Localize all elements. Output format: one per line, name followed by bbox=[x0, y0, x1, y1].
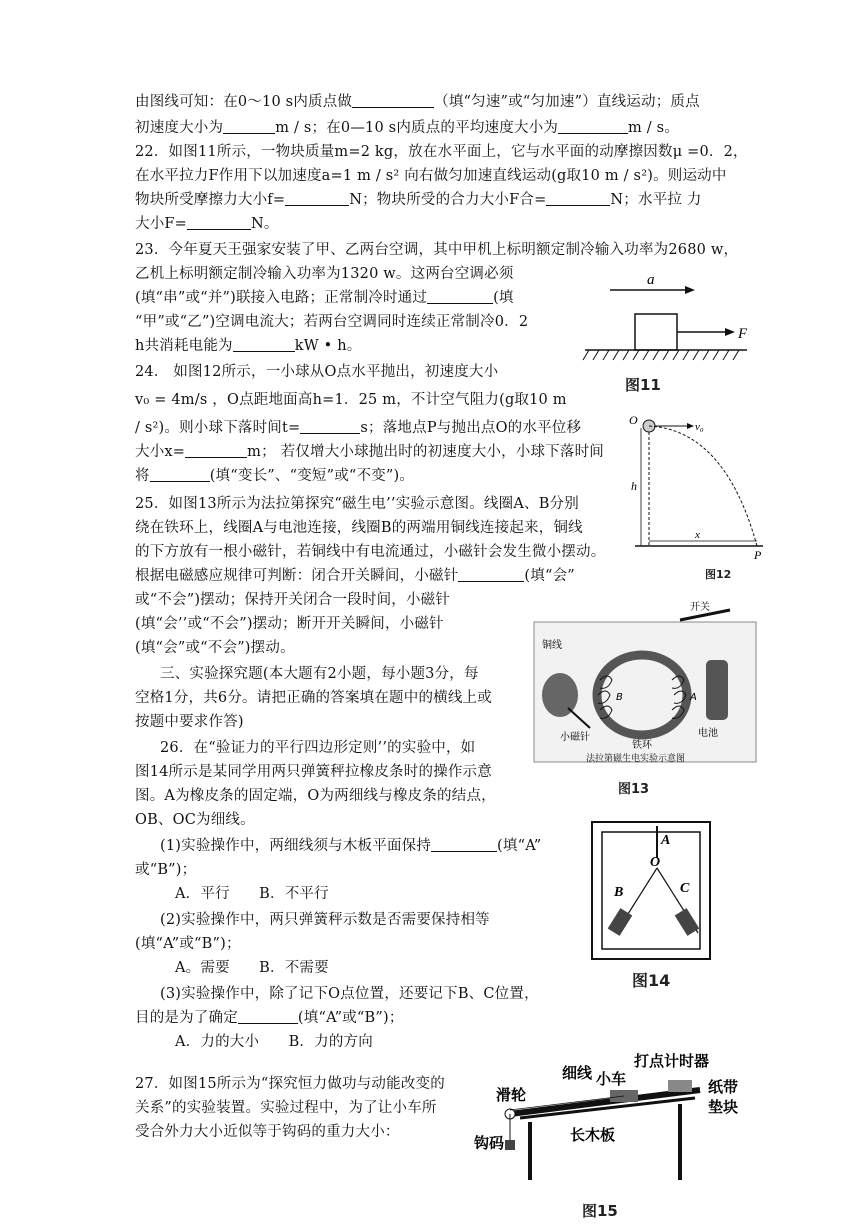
text-line bbox=[135, 1122, 400, 1142]
figure-11 bbox=[575, 262, 757, 398]
fig14-label-B: B bbox=[614, 885, 624, 900]
answer-blank[interactable] bbox=[233, 337, 295, 352]
text-line bbox=[135, 390, 567, 410]
text-line bbox=[135, 590, 450, 610]
text-line bbox=[135, 264, 514, 284]
text-segment: 25．如图13所示为法拉第探究“磁生电’’实验示意图。线圈A、B分别 bbox=[135, 496, 579, 512]
figure-14-diagram bbox=[588, 818, 718, 963]
answer-blank[interactable] bbox=[300, 419, 360, 434]
text-line bbox=[135, 494, 579, 514]
fig12-label-x: x bbox=[695, 529, 700, 541]
answer-blank[interactable] bbox=[427, 289, 493, 304]
text-segment: (填 bbox=[493, 290, 514, 306]
text-line bbox=[175, 1032, 373, 1052]
text-segment: / s²)。则小球下落时间t= bbox=[135, 420, 301, 436]
text-line bbox=[135, 466, 414, 486]
fig13-label-battery: 电池 bbox=[698, 728, 718, 739]
text-segment: (2)实验操作中，两只弹簧秤示数是否需要保持相等 bbox=[160, 912, 490, 928]
text-segment: 物块所受摩擦力大小f= bbox=[135, 192, 286, 208]
text-line bbox=[135, 418, 581, 438]
fig12-label-h: h bbox=[631, 479, 637, 493]
text-segment: 由图线可知：在0～10 s内质点做 bbox=[135, 94, 353, 110]
text-line bbox=[135, 142, 748, 162]
text-segment: 在水平拉力F作用下以加速度a=1 m / s² 向右做匀加速直线运动(g取10 m / s²)。则运动中 bbox=[135, 168, 727, 184]
text-segment: 图。A为橡皮条的固定端，O为两细线与橡皮条的结点， bbox=[135, 788, 496, 804]
fig14-label-O: O bbox=[650, 855, 661, 870]
text-line bbox=[135, 860, 196, 880]
text-segment: 将 bbox=[135, 468, 150, 484]
text-line bbox=[135, 1074, 445, 1094]
fig13-label-ring: 铁环 bbox=[632, 740, 652, 751]
text-segment: 24． 如图12所示，一小球从O点水平抛出，初速度大小 bbox=[135, 364, 499, 380]
figure-14 bbox=[588, 818, 718, 993]
figure-15-caption: 图15 bbox=[582, 1202, 618, 1220]
text-segment: （填“匀速”或“匀加速”）直线运动；质点 bbox=[434, 94, 700, 110]
text-line bbox=[135, 214, 279, 234]
text-segment: (3)实验操作中，除了记下O点位置，还要记下B、C位置， bbox=[160, 986, 539, 1002]
fig11-label-a: a bbox=[647, 272, 655, 288]
figure-15-diagram bbox=[470, 1052, 750, 1192]
text-segment: 绕在铁环上，线圈A与电池连接，线圈B的两端用铜线连接起来，铜线 bbox=[135, 520, 583, 536]
fig12-label-P: P bbox=[754, 548, 762, 562]
answer-blank[interactable] bbox=[431, 837, 497, 852]
text-line bbox=[135, 614, 444, 634]
text-segment: 22．如图11所示，一物块质量m=2 kg，放在水平面上，它与水平面的动摩擦因数μ =0．2， bbox=[135, 144, 748, 160]
answer-blank[interactable] bbox=[185, 443, 247, 458]
figure-14-caption: 图14 bbox=[632, 971, 671, 990]
text-segment: N。 bbox=[251, 216, 279, 232]
text-line bbox=[135, 810, 255, 830]
fig15-label-timer: 打点计时器 bbox=[634, 1052, 710, 1070]
text-segment: A．力的大小 B．力的方向 bbox=[175, 1034, 373, 1050]
answer-blank[interactable] bbox=[187, 215, 251, 230]
text-line bbox=[160, 664, 479, 684]
text-segment: h共消耗电能为 bbox=[135, 338, 233, 354]
text-line bbox=[160, 836, 541, 856]
text-segment: 26．在“验证力的平行四边形定则’’的实验中，如 bbox=[160, 740, 476, 756]
text-line bbox=[135, 118, 679, 138]
fig12-label-O: O bbox=[629, 413, 638, 427]
text-segment: 或“B”)； bbox=[135, 862, 197, 878]
text-segment: (填“A”或“B”)； bbox=[135, 936, 241, 952]
text-line bbox=[135, 786, 496, 806]
fig15-label-thread: 细线 bbox=[562, 1064, 593, 1082]
fig13-label-needle: 小磁针 bbox=[560, 732, 590, 743]
text-line bbox=[135, 566, 575, 586]
text-segment: N；水平拉 力 bbox=[610, 192, 702, 208]
text-line bbox=[135, 240, 738, 260]
fig13-label-B: B bbox=[616, 692, 623, 703]
text-segment: (填“会” bbox=[524, 568, 575, 584]
text-line bbox=[135, 288, 514, 308]
text-segment: N；物块所受的合力大小F合= bbox=[349, 192, 547, 208]
text-segment: (填“会’’或“不会”)摆动；断开开关瞬间，小磁针 bbox=[135, 616, 444, 632]
text-line bbox=[135, 166, 727, 186]
text-line bbox=[135, 934, 241, 954]
answer-blank[interactable] bbox=[558, 119, 628, 134]
answer-blank[interactable] bbox=[223, 119, 275, 134]
answer-blank[interactable] bbox=[238, 1009, 298, 1024]
text-segment: 大小x= bbox=[135, 444, 186, 460]
fig15-label-pulley: 滑轮 bbox=[496, 1086, 527, 1104]
text-segment: 乙机上标明额定制冷输入功率为1320 w。这两台空调必须 bbox=[135, 266, 514, 282]
text-segment: (填“会”或“不会”)摆动。 bbox=[135, 640, 295, 656]
text-segment: 关系”的实验装置。实验过程中，为了让小车所 bbox=[135, 1100, 437, 1116]
text-segment: 或“不会”)摆动；保持开关闭合一段时间，小磁针 bbox=[135, 592, 451, 608]
text-line bbox=[135, 336, 361, 356]
text-segment: OB、OC为细线。 bbox=[135, 812, 255, 828]
figure-11-diagram bbox=[575, 262, 757, 398]
text-line bbox=[135, 638, 295, 658]
text-segment: “甲”或“乙”)空调电流大；若两台空调同时连续正常制冷0．2 bbox=[135, 314, 529, 330]
figure-13 bbox=[530, 600, 760, 798]
text-line bbox=[135, 1098, 437, 1118]
fig15-label-tape: 纸带 bbox=[708, 1078, 739, 1096]
text-line bbox=[160, 984, 539, 1004]
fig15-label-block: 垫块 bbox=[708, 1098, 739, 1116]
text-line bbox=[135, 312, 528, 332]
answer-blank[interactable] bbox=[150, 467, 210, 482]
figure-13-caption: 图13 bbox=[618, 782, 650, 797]
answer-blank[interactable] bbox=[458, 567, 524, 582]
text-line bbox=[135, 442, 604, 462]
text-line bbox=[160, 910, 490, 930]
text-segment: (1)实验操作中，两细线须与木板平面保持 bbox=[160, 838, 432, 854]
figure-11-caption: 图11 bbox=[625, 376, 661, 394]
text-segment: (填“变长”、“变短”或“不变”)。 bbox=[209, 468, 415, 484]
text-line bbox=[135, 542, 605, 562]
text-segment: 空格1分，共6分。请把正确的答案填在题中的横线上或 bbox=[135, 690, 492, 706]
text-line bbox=[175, 884, 329, 904]
text-segment: 的下方放有一根小磁针，若铜线中有电流通过，小磁针会发生微小摆动。 bbox=[135, 544, 606, 560]
text-line bbox=[135, 762, 492, 782]
text-segment: 按题中要求作答) bbox=[135, 714, 244, 730]
text-segment: 三、实验探究题(本大题有2小题，每小题3分，每 bbox=[160, 666, 479, 682]
text-segment: v₀ = 4m/s ，O点距地面高h=1．25 m，不计空气阻力(g取10 m bbox=[135, 392, 567, 408]
text-segment: A．平行 B．不平行 bbox=[175, 886, 329, 902]
text-segment: 初速度大小为 bbox=[135, 120, 224, 136]
text-line bbox=[135, 688, 492, 708]
text-segment: (填“串”或“并”)联接入电路；正常制冷时通过 bbox=[135, 290, 428, 306]
figure-13-diagram bbox=[530, 600, 760, 765]
fig13-title: 法拉第磁生电实验示意图 bbox=[586, 754, 686, 764]
text-segment: m / s。 bbox=[628, 120, 680, 136]
text-line bbox=[135, 92, 700, 112]
fig14-label-A: A bbox=[661, 833, 671, 848]
text-segment: (填“A” bbox=[497, 838, 542, 854]
text-segment: m / s；在0—10 s内质点的平均速度大小为 bbox=[275, 120, 559, 136]
text-line bbox=[175, 958, 329, 978]
text-segment: 受合外力大小近似等于钩码的重力大小： bbox=[135, 1124, 400, 1140]
text-segment: s；落地点P与抛出点O的水平位移 bbox=[360, 420, 582, 436]
text-segment: 图14所示是某同学用两只弹簧秤拉橡皮条时的操作示意 bbox=[135, 764, 492, 780]
text-line bbox=[135, 518, 583, 538]
fig13-label-switch: 开关 bbox=[690, 602, 710, 613]
text-line bbox=[135, 1008, 404, 1028]
text-line bbox=[135, 362, 498, 382]
figure-12 bbox=[625, 410, 765, 585]
text-segment: (填“A”或“B”)； bbox=[297, 1010, 404, 1026]
figure-15 bbox=[470, 1052, 750, 1224]
text-segment: 27．如图15所示为“探究恒力做功与动能改变的 bbox=[135, 1076, 445, 1092]
fig14-label-C: C bbox=[680, 881, 690, 896]
text-segment: m； 若仅增大小球抛出时的初速度大小，小球下落时间 bbox=[247, 444, 604, 460]
text-segment: 目的是为了确定 bbox=[135, 1010, 238, 1026]
text-segment: kW • h。 bbox=[294, 338, 362, 354]
text-line bbox=[160, 738, 475, 758]
answer-blank[interactable] bbox=[546, 191, 610, 206]
text-segment: 大小F= bbox=[135, 216, 188, 232]
fig11-label-F: F bbox=[738, 326, 748, 342]
answer-blank[interactable] bbox=[285, 191, 349, 206]
fig13-label-A: A bbox=[690, 692, 697, 703]
figure-12-diagram bbox=[625, 410, 765, 585]
text-line bbox=[135, 712, 244, 732]
fig15-label-weight: 钩码 bbox=[474, 1134, 505, 1152]
answer-blank[interactable] bbox=[352, 93, 434, 108]
text-segment: 根据电磁感应规律可判断：闭合开关瞬间，小磁针 bbox=[135, 568, 459, 584]
fig12-label-v0: v₀ bbox=[695, 421, 704, 433]
figure-12-caption: 图12 bbox=[705, 568, 732, 581]
text-line bbox=[135, 190, 702, 210]
fig13-label-copper: 铜线 bbox=[542, 640, 562, 651]
text-segment: 23．今年夏天王强家安装了甲、乙两台空调，其中甲机上标明额定制冷输入功率为2680 w， bbox=[135, 242, 739, 258]
fig15-label-board: 长木板 bbox=[570, 1126, 616, 1144]
text-segment: A。需要 B．不需要 bbox=[175, 960, 329, 976]
fig15-label-cart: 小车 bbox=[596, 1070, 627, 1088]
